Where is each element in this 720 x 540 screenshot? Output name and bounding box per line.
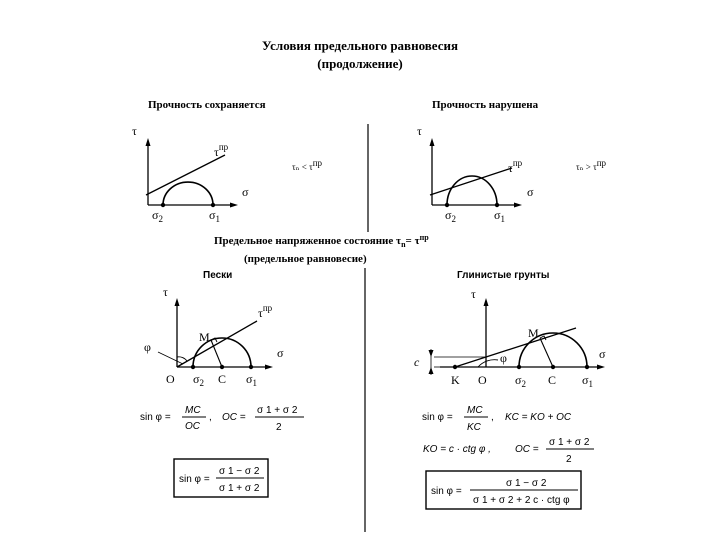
box-denominator: σ 1 + σ 2 [219, 483, 260, 494]
tau-label: τ [163, 285, 168, 299]
K-label: K [451, 373, 460, 387]
sigma1-point [585, 365, 589, 369]
sigma1-label: $\sigma_1$ [209, 208, 220, 224]
sigma-label: σ [277, 346, 284, 360]
slide-title: Условия предельного равновесия [262, 38, 458, 53]
ko-equation: KO = c · ctg φ , [423, 444, 491, 455]
sin-phi-lhs: sin φ = [422, 412, 453, 423]
sigma-label: σ [527, 185, 534, 199]
sin-phi-numerator: MC [467, 405, 483, 416]
tau-axis-arrow [146, 138, 151, 146]
box-denominator: σ 1 + σ 2 + 2 c · ctg φ [473, 495, 570, 506]
center-point [551, 365, 555, 369]
plot-strength-kept [132, 124, 323, 224]
sigma1-label: $\sigma_1$ [246, 372, 257, 388]
tau-label: τ [417, 124, 422, 138]
phi-label: φ [144, 340, 151, 354]
sigma-axis-arrow [230, 203, 238, 208]
phi-angle-arc [478, 360, 498, 367]
comma: , [209, 412, 212, 423]
kc-equation: KC = KO + OC [505, 412, 572, 423]
header-strength-kept: Прочность сохраняется [148, 99, 266, 111]
tau-pr-label: $\tau^{пр}$ [508, 158, 523, 175]
oc-lhs: OC = [515, 444, 539, 455]
tau-axis-arrow [484, 298, 489, 306]
limit-state-caption: Предельное напряженное состояние $\tau_n= \tau^{пр}$ [214, 233, 429, 249]
sigma2-label: $\sigma_2$ [193, 372, 204, 388]
sigma1-point [495, 203, 499, 207]
sigma-label: σ [599, 347, 606, 361]
sin-phi-denominator: OC [185, 421, 200, 432]
sigma2-point [445, 203, 449, 207]
oc-lhs: OC = [222, 412, 246, 423]
center-point [220, 365, 224, 369]
C-label: C [218, 372, 227, 386]
plot-clay-soils [414, 287, 606, 389]
sin-phi-lhs: sin φ = [140, 412, 171, 423]
c-label: c [414, 355, 420, 369]
sigma2-label: $\sigma_2$ [445, 208, 456, 224]
tau-label: τ [471, 287, 476, 301]
strength-envelope-line [430, 168, 512, 195]
formulas-sands [140, 405, 304, 497]
sin-phi-numerator: MC [185, 405, 201, 416]
formulas-clay-soils [422, 405, 594, 509]
sigma-axis-arrow [597, 365, 605, 370]
comma: , [491, 412, 494, 423]
tau-pr-label: $\tau^{пр}$ [258, 303, 273, 320]
O-label: O [478, 373, 487, 387]
plot-sands [144, 285, 284, 388]
slide-subtitle: (продолжение) [317, 56, 403, 71]
sigma2-label: $\sigma_2$ [515, 373, 526, 389]
M-label: M [199, 330, 210, 344]
sin-phi-denominator: KC [467, 422, 481, 433]
phi-label: φ [500, 351, 507, 365]
mohr-circle [447, 176, 497, 205]
oc-numerator: σ 1 + σ 2 [257, 405, 298, 416]
tau-pr-label: $\tau^{пр}$ [214, 142, 229, 159]
plot-strength-broken [417, 124, 607, 224]
K-point [453, 365, 457, 369]
strength-envelope-line [177, 321, 257, 367]
phi-angle-arc [177, 357, 187, 361]
sigma1-point [249, 365, 253, 369]
O-label: O [166, 372, 175, 386]
header-sands: Пески [203, 270, 233, 281]
mohr-circle [163, 182, 213, 205]
condition-kept: τₙ < τпр [292, 158, 323, 172]
sigma1-label: $\sigma_1$ [494, 208, 505, 224]
tau-axis-arrow [430, 138, 435, 146]
radius-MC [540, 338, 553, 367]
header-clay-soils: Глинистые грунты [457, 270, 550, 281]
sigma1-label: $\sigma_1$ [582, 373, 593, 389]
tau-label: τ [132, 124, 137, 138]
limit-equilibrium-caption: (предельное равновесие) [244, 253, 367, 265]
box-numerator: σ 1 − σ 2 [506, 478, 547, 489]
box-numerator: σ 1 − σ 2 [219, 466, 260, 477]
sigma2-point [161, 203, 165, 207]
sigma2-label: $\sigma_2$ [152, 208, 163, 224]
strength-envelope-line [146, 155, 225, 195]
oc-denominator: 2 [566, 454, 572, 465]
header-strength-broken: Прочность нарушена [432, 99, 539, 111]
sigma-axis-arrow [265, 365, 273, 370]
box-sin-phi-lhs: sin φ = [431, 486, 462, 497]
c-arrow-top [429, 350, 434, 357]
sigma2-point [517, 365, 521, 369]
tau-axis-arrow [175, 298, 180, 306]
sigma-label: σ [242, 185, 249, 199]
c-arrow-bottom [429, 367, 434, 374]
oc-denominator: 2 [276, 422, 282, 433]
M-label: M [528, 326, 539, 340]
box-sin-phi-lhs: sin φ = [179, 474, 210, 485]
sigma-axis-arrow [514, 203, 522, 208]
C-label: C [548, 373, 557, 387]
oc-numerator: σ 1 + σ 2 [549, 437, 590, 448]
sigma2-point [191, 365, 195, 369]
sigma1-point [211, 203, 215, 207]
phi-leader [158, 352, 183, 364]
condition-broken: τₙ > τпр [576, 158, 607, 172]
